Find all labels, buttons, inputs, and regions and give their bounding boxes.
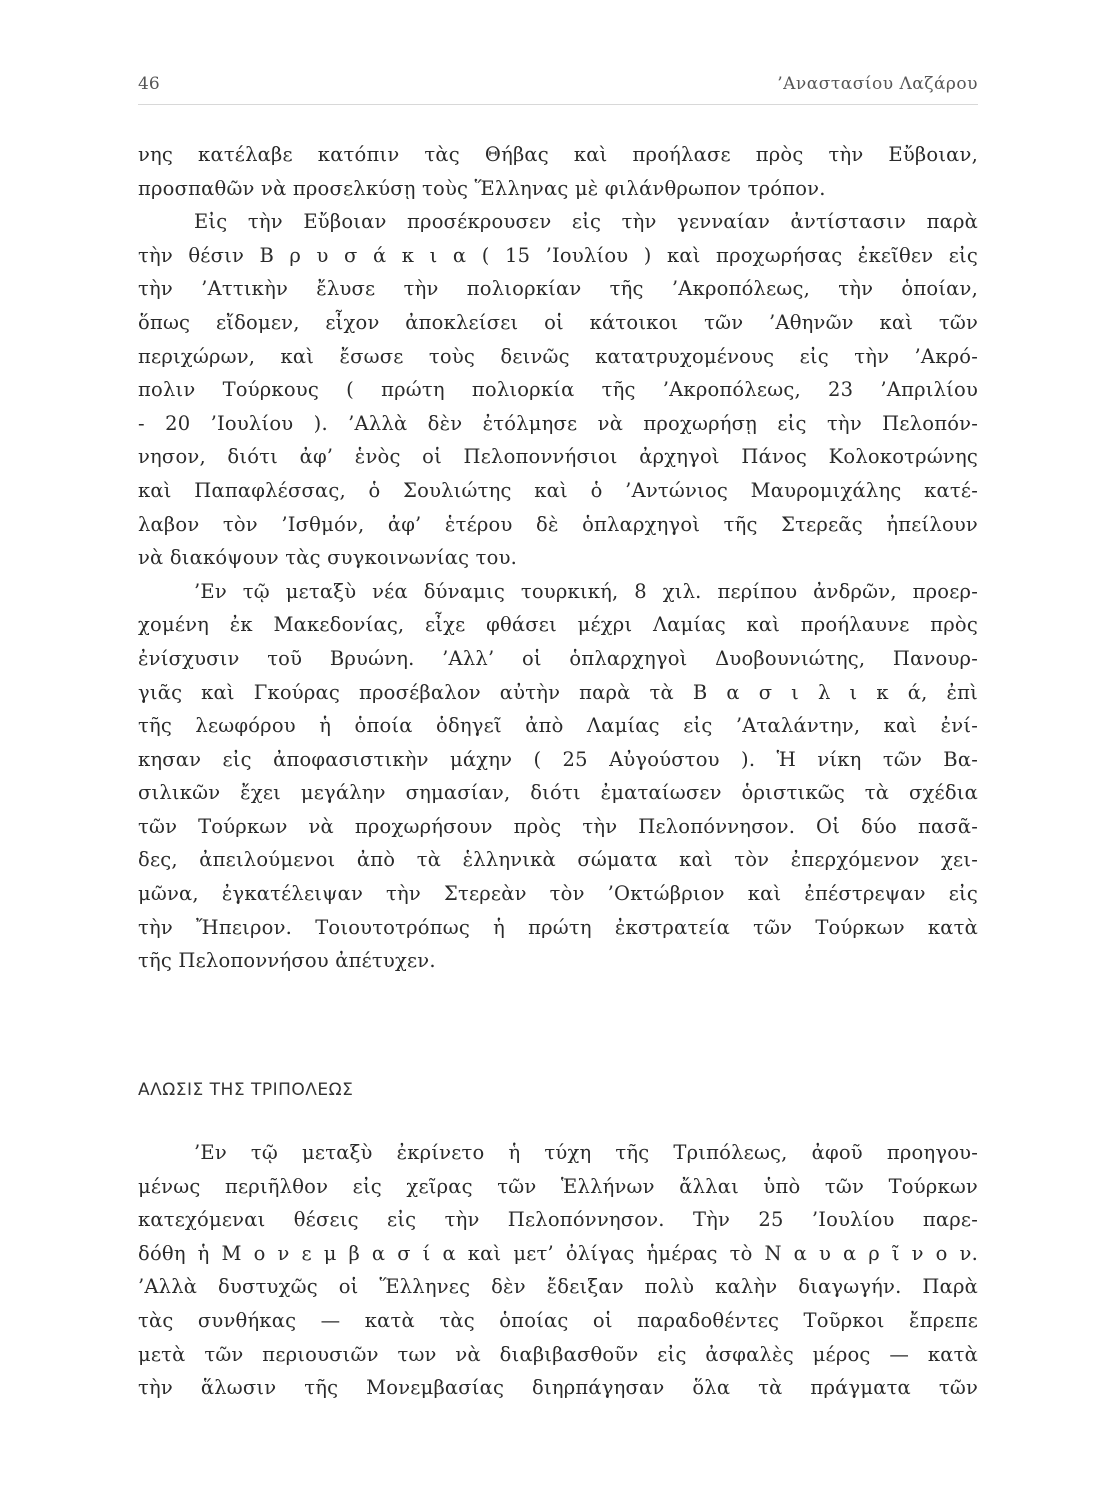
- text-line: πολιν Τούρκους ( πρώτη πολιορκία τῆς ’Ακροπόλεως, 23 ’Απριλίου: [138, 378, 978, 402]
- text-line: νὰ διακόψουν τὰς συγκοινωνίας του.: [138, 546, 518, 570]
- text-line: κησαν εἰς ἀποφασιστικὴν μάχην ( 25 Αὐγούστου ). Ἡ νίκη τῶν Βα-: [138, 747, 978, 771]
- text-line: τὴν θέσιν Β ρ υ σ ά κ ι α ( 15 ’Ιουλίου ) καὶ προχωρήσας ἐκεῖθεν εἰς: [138, 243, 978, 267]
- text-line: περιχώρων, καὶ ἔσωσε τοὺς δεινῶς κατατρυχομένους εἰς τὴν ’Ακρό-: [138, 344, 978, 368]
- text-line: τὰς συνθήκας — κατὰ τὰς ὁποίας οἱ παραδοθέντες Τοῦρκοι ἔπρεπε: [138, 1308, 978, 1332]
- text-line: λαβον τὸν ’Ισθμόν, ἀφ’ ἑτέρου δὲ ὁπλαρχηγοὶ τῆς Στερεᾶς ἠπείλουν: [138, 512, 978, 536]
- text-line: μετὰ τῶν περιουσιῶν των νὰ διαβιβασθοῦν εἰς ἀσφαλὲς μέρος — κατὰ: [138, 1342, 978, 1366]
- section-heading: ΑΛΩΣΙΣ ΤΗΣ ΤΡΙΠΟΛΕΩΣ: [138, 1080, 354, 1100]
- text-line: δες, ἀπειλούμενοι ἀπὸ τὰ ἑλληνικὰ σώματα καὶ τὸν ἐπερχόμενον χει-: [138, 848, 978, 872]
- running-header: [138, 74, 978, 104]
- text-line: προσπαθῶν νὰ προσελκύσῃ τοὺς Ἕλληνας μὲ φιλάνθρωπον τρόπον.: [138, 176, 826, 200]
- text-line: τὴν ἅλωσιν τῆς Μονεμβασίας διηρπάγησαν ὅλα τὰ πράγματα τῶν: [138, 1376, 978, 1400]
- text-line: ’Εν τῷ μεταξὺ νέα δύναμις τουρκική, 8 χιλ. περίπου ἀνδρῶν, προερ-: [194, 579, 978, 603]
- text-line: καὶ Παπαφλέσσας, ὁ Σουλιώτης καὶ ὁ ’Αντώνιος Μαυρομιχάλης κατέ-: [138, 478, 978, 502]
- text-line: γιᾶς καὶ Γκούρας προσέβαλον αὐτὴν παρὰ τὰ Β α σ ι λ ι κ ά, ἐπὶ: [138, 680, 978, 704]
- text-line: κατεχόμεναι θέσεις εἰς τὴν Πελοπόννησον. Τὴν 25 ’Ιουλίου παρε-: [138, 1208, 978, 1232]
- text-line: νης κατέλαβε κατόπιν τὰς Θήβας καὶ προήλασε πρὸς τὴν Εὔβοιαν,: [138, 143, 978, 166]
- page-number: 46: [138, 74, 160, 94]
- text-line: χομένη ἐκ Μακεδονίας, εἶχε φθάσει μέχρι Λαμίας καὶ προήλαυνε πρὸς: [138, 613, 978, 637]
- header-rule: [138, 104, 978, 105]
- text-line: μῶνα, ἐγκατέλειψαν τὴν Στερεὰν τὸν ’Οκτώβριον καὶ ἐπέστρεψαν εἰς: [138, 882, 978, 906]
- text-line: τὴν Ἤπειρον. Τοιουτοτρόπως ἡ πρώτη ἐκστρατεία τῶν Τούρκων κατὰ: [138, 915, 978, 939]
- body-text-section-1: [138, 138, 978, 978]
- text-line: δόθη ἡ Μ ο ν ε μ β α σ ί α καὶ μετ’ ὀλίγας ἡμέρας τὸ Ν α υ α ρ ῖ ν ο ν.: [138, 1241, 978, 1265]
- text-line: τῆς λεωφόρου ἡ ὁποία ὁδηγεῖ ἀπὸ Λαμίας εἰς ’Αταλάντην, καὶ ἐνί-: [138, 714, 978, 738]
- text-line: τὴν ’Αττικὴν ἔλυσε τὴν πολιορκίαν τῆς ’Ακροπόλεως, τὴν ὁποίαν,: [138, 277, 978, 301]
- text-line: - 20 ’Ιουλίου ). ’Αλλὰ δὲν ἐτόλμησε νὰ προχωρήσῃ εἰς τὴν Πελοπόν-: [138, 411, 978, 435]
- body-text-section-2: [138, 1136, 978, 1405]
- text-line: ὅπως εἴδομεν, εἶχον ἀποκλείσει οἱ κάτοικοι τῶν ’Αθηνῶν καὶ τῶν: [138, 310, 978, 334]
- running-title: ’Αναστασίου Λαζάρου: [777, 74, 978, 94]
- text-line: τῆς Πελοποννήσου ἀπέτυχεν.: [138, 949, 436, 973]
- text-line: ’Εν τῷ μεταξὺ ἐκρίνετο ἡ τύχη τῆς Τριπόλεως, ἀφοῦ προηγου-: [194, 1141, 978, 1164]
- text-line: σιλικῶν ἔχει μεγάλην σημασίαν, διότι ἐματαίωσεν ὁριστικῶς τὰ σχέδια: [138, 781, 978, 805]
- text-line: ’Αλλὰ δυστυχῶς οἱ Ἕλληνες δὲν ἔδειξαν πολὺ καλὴν διαγωγήν. Παρὰ: [138, 1275, 978, 1299]
- text-line: Εἰς τὴν Εὔβοιαν προσέκρουσεν εἰς τὴν γενναίαν ἀντίστασιν παρὰ: [194, 210, 978, 234]
- text-line: τῶν Τούρκων νὰ προχωρήσουν πρὸς τὴν Πελοπόννησον. Οἱ δύο πασᾶ-: [138, 814, 978, 838]
- text-line: ἐνίσχυσιν τοῦ Βρυώνη. ’Αλλ’ οἱ ὁπλαρχηγοὶ Δυοβουνιώτης, Πανουρ-: [138, 646, 978, 670]
- text-line: μένως περιῆλθον εἰς χεῖρας τῶν Ἑλλήνων ἄλλαι ὑπὸ τῶν Τούρκων: [138, 1174, 978, 1198]
- text-line: νησον, διότι ἀφ’ ἑνὸς οἱ Πελοποννήσιοι ἀρχηγοὶ Πάνος Κολοκοτρώνης: [138, 445, 978, 469]
